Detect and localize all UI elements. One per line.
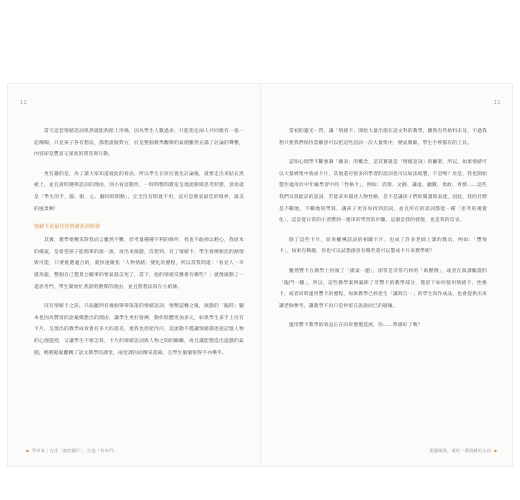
- paragraph: 沒有情緒卡之前，只取聽到有幾個零零落落的情緒語詞，情勢認轉之後，演戲的「臨時」腳本也因為豐富的語彙微態出的理由，讓學生更好發揮，動作肢體更加多元，如果學生拿手上沒有卡片，呈現出的教學成效會有多大的落差，連我也捏把冷汗，這流動不僅讓情緒描述從記憶人物的心理遊授，又讓學生不要怎寫，卡片的情緒語詞與人物之間的關聯，再且讓能製造出遊戲的氣圍，輕輕鬆鬆翻轉了語文教學的課堂，兩堂課因而精采落幕，且學生個個很得不亦樂乎。: [34, 304, 244, 356]
- left-page: [8, 84, 260, 466]
- right-running-footer: [430, 448, 497, 454]
- right-footer-text: 閱讀眼界，運好一筆情緒的正向: [429, 448, 491, 453]
- paragraph: 更有趣的是，為了讀大家知道彼此的看法，所以學生在原位置先討論後，就要走出來貼在黑板上，並且說明選擇語詞的理由，別小看這動作，一時間整間教室呈現流動與思考狀態，意思就是「學生的手、腦、眼、心、腳同時開動」，完全沒有閒置不用，這可是教室最佳的境界，最美的風景啊！: [34, 171, 244, 212]
- left-page-body: [34, 126, 244, 367]
- footer-marker-icon: ▪: [26, 448, 30, 453]
- left-footer-text: 學享家｜在述「說的圖片」，打造「有米門」: [32, 448, 118, 453]
- section-heading: 情緒卡是最佳的情緒語詞開發: [34, 224, 101, 231]
- paragraph: 運用豐卡教學的效益正在向你慢慢延展，你……準備好了嗎？: [289, 323, 423, 329]
- paragraph: 其實，教學要精采對我而言雖然不難，但考量種種不利的條件，我也不敢掉以輕心，我原本的備案，是希望孩子能簡單的說一說，再出來演戲，沒想到，有了情緒卡，學生發揮無比的熱情與可能，只要挑選適合的，就快速聚焦「人物情緒」變化的歷程，所以當我問道：「看見人一早就馬龍，整個自己製景公關事的要氣鼓怎死了，當下，他的情緒反應會有哪些？」就像啟動了一道思考門，學生開始忙著說明選擇的理由，並且將想法寫在小紙條。: [34, 238, 244, 290]
- paragraph: 認知心理學不斷強調「圖表」的概念，這其實就是「情緒語詞」的屬架，所以，如果情緒可以大量被集中收成卡片，其他還有很多的學習的語詞也可以如法炮製，不是嗎？於是，我也開始製作適用於中年級學習中的「性格卡」，例如：活潑、文靜、謙虛、聽數、勇敢、貪婪……這些我們耳熟能詳的語詞，若能拿來描述人物性格，是不是讓孩子們的閱讀與表達，因此，我的目標是不斷地，不斷地寫學寫，讓孩子更容易找到語詞，並且所有的語詞都能一種「思考的視覺化」，這是從日常的小習慣到一連串的學習的步驟。這個是我的發現，也是我的反省。: [279, 160, 487, 224]
- paragraph: 雖然豐卡在教學上扮演了「備案一題」，卻常是非常巧妙的「助燃劑」，或者在演課驗證的「臨門一腳」，所以，這些教學案例漏除了非豐卡的教學部分，僅留下如何使用情緒卡、性格卡，或者同時運用豐卡的歷程，如果教學已經產生「讓寫自一」的學生寫作成品，也會提供出來讓老師參考，讓教學不再只是停留在說說而已的層級。: [279, 268, 487, 309]
- paragraph: 當天這套情緒語詞果然就能夠派上用場，因為學生人數過多，只能指定兩人共同擔有一張一起傳閱，只見孩子各有想法，都想說服對方，於是整個教學觀摩的氣圍雖然充滿了討論的聲響，內容卻是豐富又深度的問答與互動。: [34, 129, 244, 158]
- footer-marker-icon: ▪: [493, 448, 497, 453]
- right-page-body: [279, 126, 487, 340]
- left-page-number: 12: [20, 100, 28, 106]
- paragraph: 當初的靈光一閃，讓「情緒卡」開始大量出現在語文科的教學，雖然有些始料未及，不過我想只要我們保持當願意可以把這些語詞一次大量集中，變成教師，學生手裡都有的工具。: [279, 129, 487, 146]
- right-page: [261, 84, 513, 466]
- book-spread: [8, 84, 512, 466]
- paragraph: 除了這些卡片，原來輔導語詞的相關卡片，也成了許多老師上課的教具，例如：「豐情卡」，如果有興趣，你也可以試想創意有哪些還可以製成卡片來教學呢？: [279, 237, 487, 255]
- right-page-number: 11: [493, 100, 501, 106]
- left-running-footer: [26, 448, 118, 454]
